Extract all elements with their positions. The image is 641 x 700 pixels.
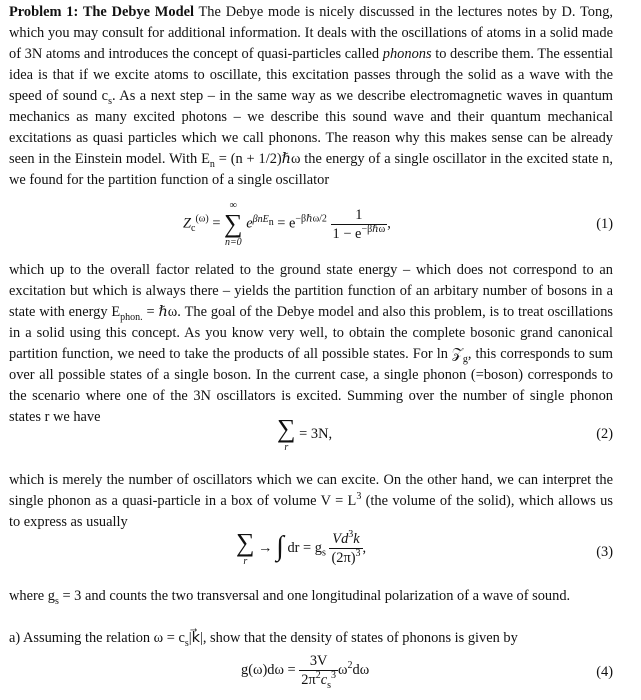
equation-number: (3)	[596, 544, 613, 560]
paragraph-4: where $g_s = 3$ and counts the two transversal and one longitudinal polarization of a wave of sound.	[9, 588, 571, 607]
paragraph-2: which up to the overall factor related to the ground state energy – which does not correspond to an excitation but which is always there – yields the partition function of an arbitary number of bosons in a state with energy $E_{phon.}$ = ℏω. The goal of the Debye model and also this problem, is to treat oscillations in a solid using this concept. As you know very well, to obtain the complete bosonic grand canonical partition function, we need to take the products of all possible states. For ln 𝒵$_g$, this corresponds to sum over all possible states of a single boson. In the current case, a single phonon (=boson) corresponds to the scenario where one of the 3N oscillators is excited. Summing over the number of single phonon states r we have	[9, 262, 613, 425]
problem-title: Problem 1: The Debye Model	[9, 4, 194, 20]
sum-symbol: ∞ ∑ n=0	[224, 200, 243, 248]
equation-2: ∑ r = 3N, (2)	[277, 414, 613, 453]
equation-number: (1)	[596, 216, 613, 232]
equation-1: $Z_c^{(\omega)}$ = ∞ ∑ n=0 $e^{\beta nE_n} = e^{-\beta\hbar\omega/2}$ $\frac{1}{1 - e^{-\beta\hbar\omega}}$ , (1)	[183, 200, 613, 248]
paragraph-3: which is merely the number of oscillators which we can excite. On the other hand, we can interpret the single phonon as a quasi-particle in a box of volume $V = L^3$ (the volume of the solid), which allows us to express as usually	[9, 472, 613, 530]
fraction: $\frac{Vd^3k}{(2\pi)^3}$	[331, 529, 361, 566]
fraction: $\frac{3V}{2\pi^2c_s^3}$	[301, 653, 337, 691]
sum-symbol: ∑ r	[277, 414, 296, 453]
intro-paragraph: Problem 1: The Debye Model The Debye mode is nicely discussed in the lectures notes by D. Tong, which you may consult for additional information. It deals with the oscillations of atoms in a solid made of 3N atoms and introduces the concept of quasi-particles called phonons to describe them. The essential idea is that if we excite atoms to oscillate, this excitation passes through the solid as a wave with the speed of sound $c_s$. As a next step – in the same way as we describe electromagnetic waves in quantum mechanics as many excited photons – we describe this sound wave and their quantum mechanical excitations as quasi particles which we call phonons. The reason why this makes sense can be already seen in the Einstein model. With $E_n = (n$ + 1/2)ℏω the energy of a single oscillator in the excited state n, we found for the partition function of a single oscillator	[9, 4, 613, 188]
equation-number: (4)	[596, 664, 613, 680]
question-a: a) Assuming the relation $\omega = c_s|k⃗|$, show that the density of states of phonons is given by	[9, 630, 518, 649]
equation-number: (2)	[596, 426, 613, 442]
sum-symbol: ∑ r	[236, 528, 255, 567]
fraction: $\frac{1}{1 - e^{-\beta\hbar\omega}}$	[332, 206, 386, 242]
equation-4: g(ω)dω = $\frac{3V}{2\pi^2c_s^3}$ $\omega^2d\omega$ (4)	[241, 653, 613, 691]
equation-3: ∑ r → ∫ dr = $g_s$ $\frac{Vd^3k}{(2\pi)^3}$ , (3)	[236, 528, 613, 567]
